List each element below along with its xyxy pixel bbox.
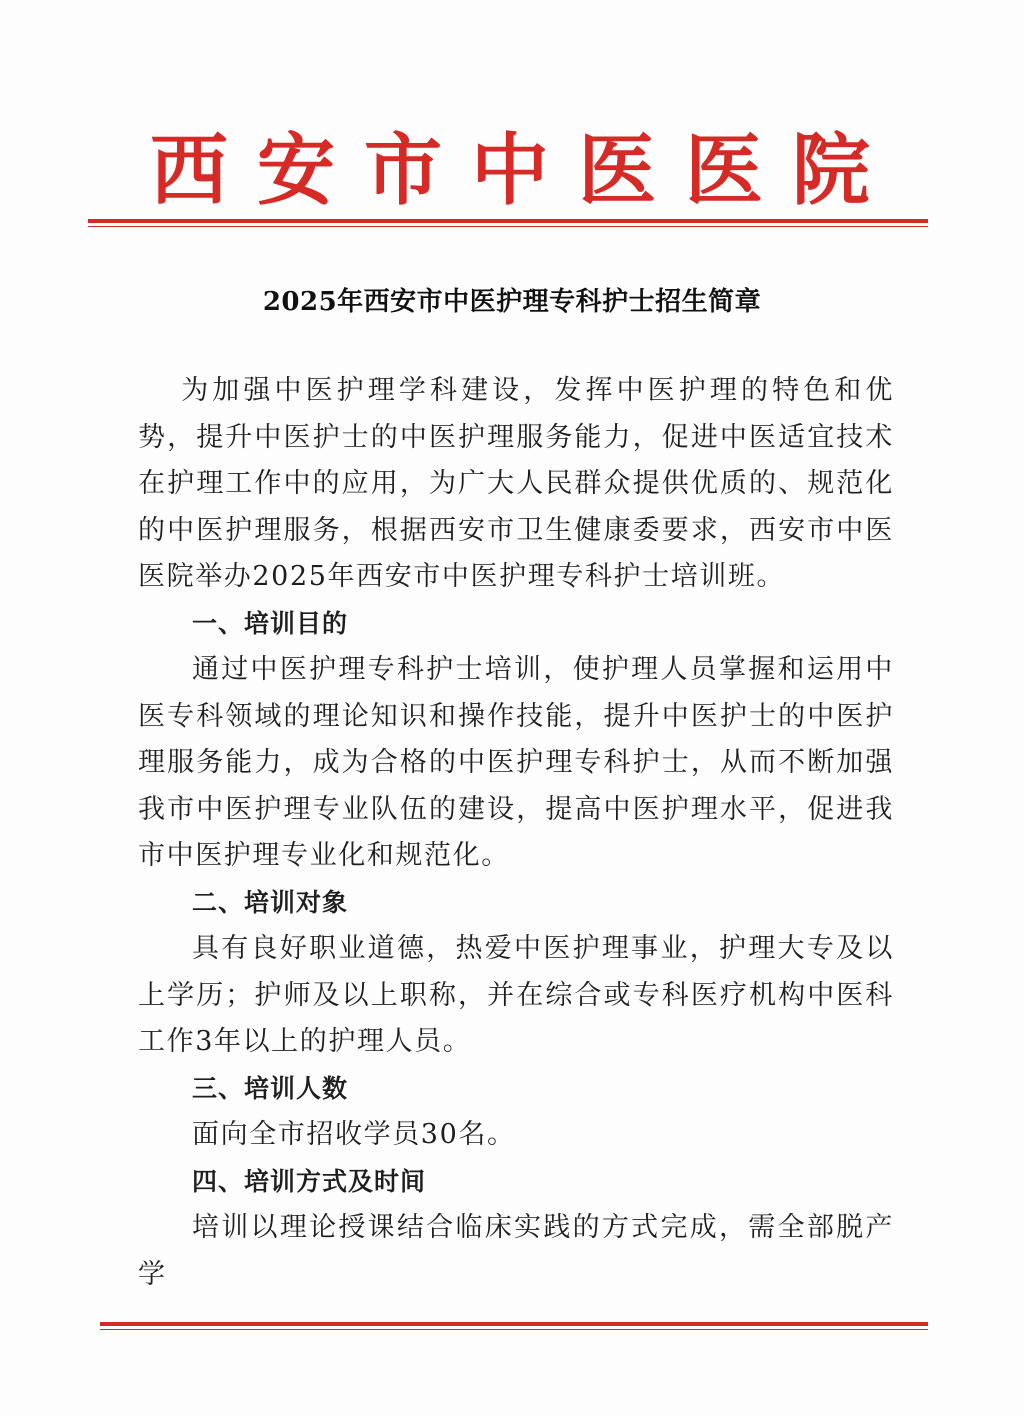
letterhead-char: 安 bbox=[256, 125, 335, 216]
letterhead-char: 中 bbox=[470, 125, 549, 216]
section-heading-audience: 二、培训对象 bbox=[192, 887, 349, 917]
letterhead-char: 医 bbox=[577, 125, 656, 216]
divider-thick-line bbox=[88, 219, 928, 223]
section-text-purpose: 通过中医护理专科护士培训，使护理人员掌握和运用中医专科领域的理论知识和操作技能，提升中医护士的中医护理服务能力，成为合格的中医护理专科护士，从而不断加强我市中医护理专业队伍的建设，提高中医护理水平，促进我市中医护理专业化和规范化。 bbox=[138, 654, 894, 871]
letterhead-divider bbox=[88, 219, 928, 227]
letterhead-hospital-name bbox=[150, 125, 870, 216]
section-text-method-time: 培训以理论授课结合临床实践的方式完成，需全部脱产学 bbox=[138, 1212, 894, 1290]
document-title: 2025年西安市中医护理专科护士招生简章 bbox=[262, 287, 762, 317]
section-heading-enrollment: 三、培训人数 bbox=[192, 1073, 349, 1103]
section-heading-method-time: 四、培训方式及时间 bbox=[192, 1166, 427, 1196]
section-text-enrollment: 面向全市招收学员30名。 bbox=[192, 1119, 516, 1150]
section-heading-purpose: 一、培训目的 bbox=[192, 608, 349, 638]
letterhead-char: 医 bbox=[684, 125, 763, 216]
divider-thick-line bbox=[100, 1322, 928, 1326]
letterhead-char: 院 bbox=[791, 125, 870, 216]
divider-thin-line bbox=[88, 226, 928, 227]
letterhead-char: 西 bbox=[150, 125, 229, 216]
letterhead-char: 市 bbox=[363, 125, 442, 216]
footer-divider bbox=[100, 1322, 928, 1330]
document-body bbox=[138, 368, 894, 1298]
intro-paragraph: 为加强中医护理学科建设，发挥中医护理的特色和优势，提升中医护士的中医护理服务能力，促进中医适宜技术在护理工作中的应用，为广大人民群众提供优质的、规范化的中医护理服务，根据西安市卫生健康委要求，西安市中医医院举办2025年西安市中医护理专科护士培训班。 bbox=[138, 375, 894, 592]
section-text-audience: 具有良好职业道德，热爱中医护理事业，护理大专及以上学历；护师及以上职称，并在综合或专科医疗机构中医科工作3年以上的护理人员。 bbox=[138, 933, 894, 1057]
divider-thin-line bbox=[100, 1329, 928, 1330]
